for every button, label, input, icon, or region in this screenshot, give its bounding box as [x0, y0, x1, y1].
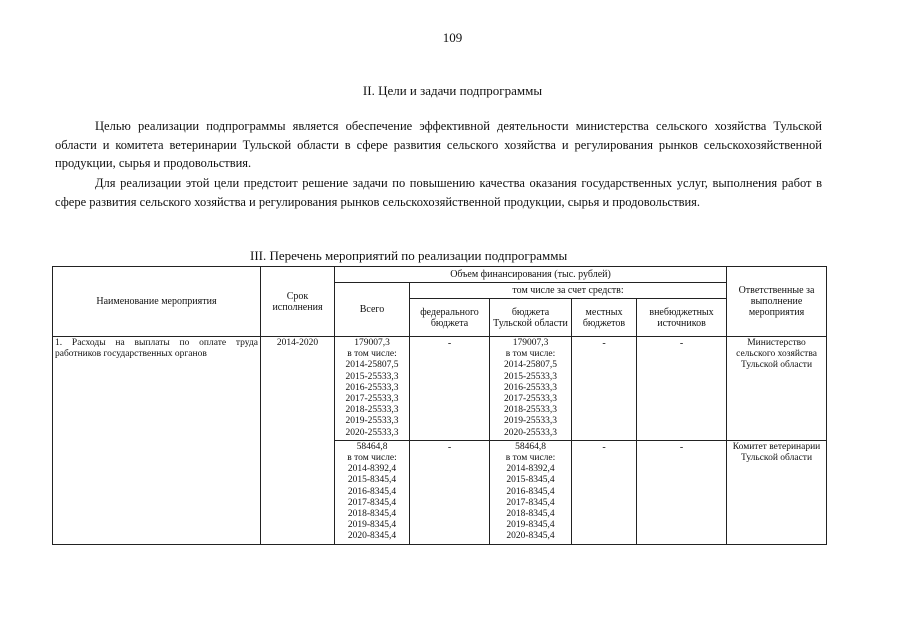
block1-regional-line: 2014-25807,5 — [503, 360, 558, 371]
block2-federal: - — [410, 440, 490, 544]
block2-total — [335, 440, 410, 544]
block2-total-line: 2020-8345,4 — [347, 531, 397, 542]
block1-regional-line: 2016-25533,3 — [503, 382, 558, 393]
block1-total-line: 2018-25533,3 — [345, 405, 399, 416]
block2-regional-line: 2018-8345,4 — [506, 509, 555, 520]
block2-total-line: в том числе: — [347, 453, 397, 464]
header-federal: федерального бюджета — [410, 299, 490, 337]
block1-regional-line: 179007,3 — [512, 338, 549, 348]
header-local: местных бюджетов — [572, 299, 637, 337]
block2-total-line: 2016-8345,4 — [347, 486, 397, 497]
goal-paragraph — [55, 117, 822, 173]
block2-total-line: 2017-8345,4 — [347, 497, 397, 508]
block1-regional — [490, 337, 572, 441]
block2-responsible: Комитет ветеринарии Тульской области — [727, 440, 827, 544]
block1-regional-line: 2019-25533,3 — [503, 416, 558, 427]
goal-paragraph-text: Целью реализации подпрограммы является обеспечение эффективной деятельности министерства сельского хозяйства Тульской области и комитета ветеринарии Тульской области в сфере развития сельского хозяйства и регулирования рынков сельскохозяйственной продукции, сырья и продовольствия. — [55, 119, 822, 170]
block1-total-line: в том числе: — [347, 349, 397, 360]
block1-regional-line: 2018-25533,3 — [503, 405, 558, 416]
measures-table — [52, 266, 827, 545]
header-name: Наименование мероприятия — [53, 267, 261, 337]
block1-total-line: 2015-25533,3 — [345, 371, 399, 382]
header-funding-volume: Объем финансирования (тыс. рублей) — [335, 267, 727, 283]
block1-responsible: Министерство сельского хозяйства Тульской области — [727, 337, 827, 441]
block1-total-line: 2020-25533,3 — [345, 427, 399, 438]
measure-term: 2014-2020 — [261, 337, 335, 545]
header-extra: внебюджетных источников — [637, 299, 727, 337]
block2-regional-line: 2017-8345,4 — [506, 497, 555, 508]
block2-total-line: 2019-8345,4 — [347, 520, 397, 531]
header-total: Всего — [335, 283, 410, 337]
measure-name: 1. Расходы на выплаты по оплате труда работников государственных органов — [53, 337, 261, 545]
block1-total — [335, 337, 410, 441]
header-including: том числе за счет средств: — [410, 283, 727, 299]
block1-local: - — [572, 337, 637, 441]
table-title: III. Перечень мероприятий по реализации подпрограммы — [250, 248, 568, 263]
block1-federal: - — [410, 337, 490, 441]
block1-total-line: 2016-25533,3 — [345, 382, 399, 393]
header-responsible: Ответственные за выполнение мероприятия — [727, 267, 827, 337]
block1-total-line: 2017-25533,3 — [345, 394, 399, 405]
header-regional: бюджета Тульской области — [490, 299, 572, 337]
task-paragraph-text: Для реализации этой цели предстоит решение задачи по повышению качества оказания государственных услуг, выполнения работ в сфере развития сельского хозяйства и регулирования рынков сельскохозяйственной продукции, сырья и продовольствия. — [55, 176, 822, 209]
block2-total-line: 2015-8345,4 — [347, 475, 397, 486]
block2-regional-line: 58464,8 — [515, 441, 546, 452]
page-number: 109 — [442, 30, 463, 45]
block2-local: - — [572, 440, 637, 544]
block1-regional-line: 2020-25533,3 — [503, 427, 558, 438]
block1-total-line: 179007,3 — [354, 338, 390, 348]
block2-regional-line: 2016-8345,4 — [506, 486, 555, 497]
block2-regional-line: 2014-8392,4 — [506, 464, 555, 475]
block2-regional-line: 2020-8345,4 — [506, 531, 555, 542]
section-title: II. Цели и задачи подпрограммы — [362, 83, 543, 98]
task-paragraph — [55, 174, 822, 211]
block2-regional-line: 2015-8345,4 — [506, 475, 555, 486]
block2-total-line: 2014-8392,4 — [347, 464, 397, 475]
block1-total-line: 2014-25807,5 — [345, 360, 399, 371]
block2-regional — [490, 440, 572, 544]
block1-regional-line: 2015-25533,3 — [503, 371, 558, 382]
block1-regional-line: 2017-25533,3 — [503, 394, 558, 405]
block2-regional-line: в том числе: — [505, 453, 556, 464]
block1-regional-line: в том числе: — [505, 349, 556, 360]
header-term: Срок исполнения — [261, 267, 335, 337]
block2-extra: - — [637, 440, 727, 544]
block1-extra: - — [637, 337, 727, 441]
block2-regional-line: 2019-8345,4 — [506, 520, 555, 531]
block2-total-line: 58464,8 — [356, 441, 388, 452]
block1-total-line: 2019-25533,3 — [345, 416, 399, 427]
block2-total-line: 2018-8345,4 — [347, 509, 397, 520]
